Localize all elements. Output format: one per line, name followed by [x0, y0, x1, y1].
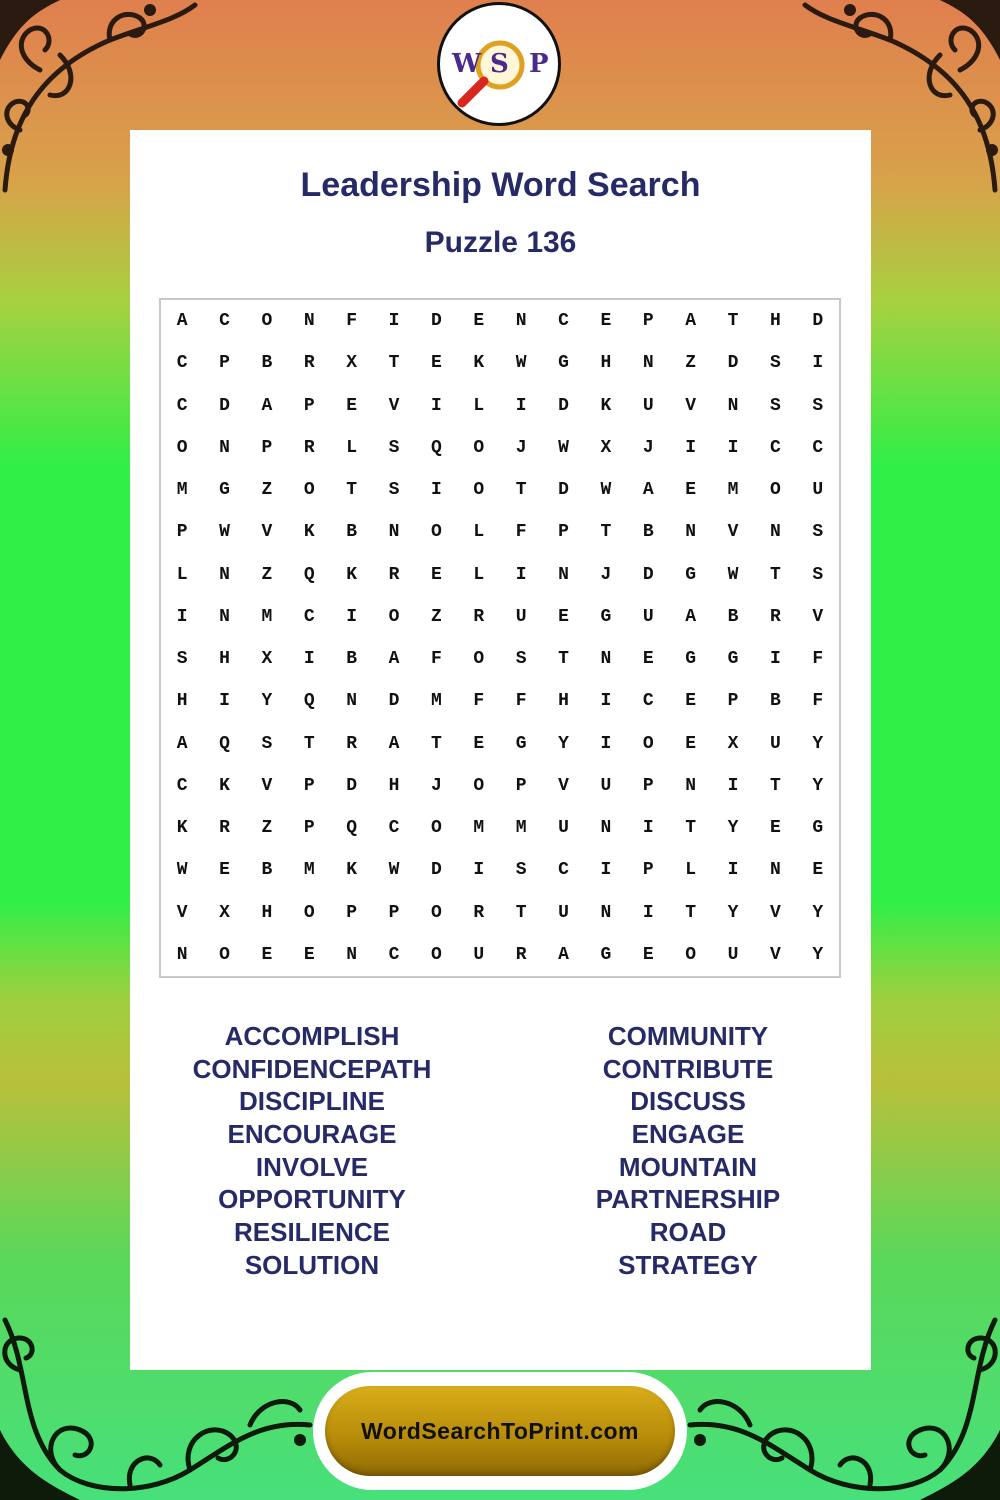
grid-cell[interactable]: V [388, 395, 400, 416]
grid-cell[interactable]: O [431, 902, 442, 923]
grid-cell[interactable]: T [515, 902, 527, 923]
grid-cell[interactable]: N [388, 522, 400, 543]
grid-cell[interactable]: F [812, 649, 824, 670]
word-list-item: ROAD [649, 1217, 727, 1248]
grid-cell[interactable]: C [219, 311, 230, 332]
grid-cell[interactable]: P [303, 775, 315, 796]
footer-pill [313, 1372, 687, 1490]
grid-cell[interactable]: S [515, 860, 527, 881]
grid-cell[interactable]: T [558, 649, 569, 670]
grid-cell[interactable]: E [431, 564, 442, 585]
grid-cell[interactable]: G [558, 353, 569, 374]
grid-cell[interactable]: V [727, 522, 739, 543]
grid-cell[interactable]: H [388, 775, 400, 796]
grid-cell[interactable]: P [261, 437, 273, 458]
grid-cell[interactable]: N [770, 860, 781, 881]
grid-cell[interactable]: D [558, 395, 569, 416]
grid-cell[interactable]: O [770, 480, 781, 501]
grid-cell[interactable]: E [261, 944, 273, 965]
grid-cell[interactable]: L [473, 564, 485, 585]
grid-cell[interactable]: V [261, 775, 273, 796]
grid-cell[interactable]: W [176, 860, 188, 881]
grid-cell[interactable]: S [770, 395, 781, 416]
grid-cell[interactable]: P [515, 775, 527, 796]
grid-cell[interactable]: C [176, 775, 188, 796]
grid-cell[interactable]: E [303, 944, 315, 965]
grid-cell[interactable]: F [812, 691, 824, 712]
grid-cell[interactable]: I [431, 480, 442, 501]
grid-cell[interactable]: X [261, 649, 273, 670]
grid-cell[interactable]: Q [303, 691, 315, 712]
grid-cell[interactable]: T [685, 902, 697, 923]
word-list-item: INVOLVE [255, 1151, 369, 1182]
grid-cell[interactable]: V [176, 902, 188, 923]
grid-cell[interactable]: U [727, 944, 739, 965]
grid-cell[interactable]: V [261, 522, 273, 543]
grid-cell[interactable]: C [176, 353, 188, 374]
grid-cell[interactable]: P [642, 860, 654, 881]
grid-cell[interactable]: I [388, 311, 400, 332]
grid-cell[interactable]: F [515, 522, 527, 543]
word-list-item: SOLUTION [244, 1249, 380, 1280]
grid-cell[interactable]: I [346, 606, 358, 627]
grid-cell[interactable]: A [685, 311, 697, 332]
grid-cell[interactable]: D [219, 395, 230, 416]
grid-cell[interactable]: E [685, 691, 697, 712]
grid-cell[interactable]: S [812, 564, 824, 585]
grid-cell[interactable]: T [515, 480, 527, 501]
grid-cell[interactable]: P [303, 395, 315, 416]
grid-cell[interactable]: B [261, 353, 273, 374]
grid-cell[interactable]: I [642, 902, 654, 923]
grid-cell[interactable]: P [303, 818, 315, 839]
word-list-item: DISCUSS [630, 1086, 746, 1117]
grid-cell[interactable]: Q [219, 733, 230, 754]
word-list-item: ENCOURAGE [227, 1119, 397, 1150]
grid-cell[interactable]: S [176, 649, 188, 670]
grid-cell[interactable]: S [770, 353, 781, 374]
grid-cell[interactable]: W [219, 522, 230, 543]
grid-cell[interactable]: P [642, 775, 654, 796]
grid-cell[interactable]: C [388, 818, 400, 839]
grid-cell[interactable]: O [303, 902, 315, 923]
grid-cell[interactable]: E [685, 733, 697, 754]
grid-cell[interactable]: I [600, 691, 612, 712]
grid-cell[interactable]: L [346, 437, 358, 458]
grid-cell[interactable]: O [431, 522, 442, 543]
grid-cell[interactable]: T [685, 818, 697, 839]
grid-cell[interactable]: Z [261, 480, 273, 501]
grid-cell[interactable]: V [770, 944, 781, 965]
puzzle-title: Leadership Word Search [300, 166, 701, 204]
grid-cell[interactable]: V [770, 902, 781, 923]
grid-cell[interactable]: X [346, 353, 358, 374]
grid-cell[interactable]: I [685, 437, 697, 458]
grid-cell[interactable]: G [219, 480, 230, 501]
grid-cell[interactable]: L [685, 860, 697, 881]
grid-cell[interactable]: N [346, 691, 358, 712]
grid-cell[interactable]: E [770, 818, 781, 839]
puzzle-card [130, 130, 871, 1370]
word-list-item: RESILIENCE [233, 1217, 391, 1248]
grid-cell[interactable]: B [346, 522, 358, 543]
grid-cell[interactable]: B [346, 649, 358, 670]
grid-cell[interactable]: O [473, 480, 485, 501]
grid-cell[interactable]: W [388, 860, 400, 881]
grid-cell[interactable]: U [558, 818, 569, 839]
word-list-item: CONTRIBUTE [602, 1053, 774, 1084]
grid-cell[interactable]: R [473, 902, 485, 923]
grid-cell[interactable]: C [558, 860, 569, 881]
grid-cell[interactable]: S [261, 733, 273, 754]
grid-cell[interactable]: X [600, 437, 612, 458]
grid-cell[interactable]: A [685, 606, 697, 627]
grid-cell[interactable]: U [642, 395, 654, 416]
grid-cell[interactable]: J [642, 437, 654, 458]
grid-cell[interactable]: O [219, 944, 230, 965]
grid-cell[interactable]: O [261, 311, 273, 332]
corner-ornament-bottom-left [0, 1310, 320, 1500]
grid-cell[interactable]: C [642, 691, 654, 712]
grid-cell[interactable]: L [473, 522, 485, 543]
grid-cell[interactable]: M [515, 818, 527, 839]
grid-cell[interactable]: I [515, 395, 527, 416]
grid-cell[interactable]: Y [727, 818, 739, 839]
grid-cell[interactable]: O [473, 649, 485, 670]
grid-cell[interactable]: A [388, 733, 400, 754]
grid-cell[interactable]: R [303, 437, 315, 458]
grid-cell[interactable]: R [770, 606, 781, 627]
grid-cell[interactable]: H [261, 902, 273, 923]
grid-cell[interactable]: N [303, 311, 315, 332]
grid-cell[interactable]: D [431, 311, 442, 332]
grid-cell[interactable]: P [642, 311, 654, 332]
grid-cell[interactable]: P [388, 902, 400, 923]
grid-cell[interactable]: A [558, 944, 569, 965]
grid-cell[interactable]: E [600, 311, 612, 332]
grid-cell[interactable]: Y [812, 775, 824, 796]
grid-cell[interactable]: T [770, 775, 781, 796]
grid-cell[interactable]: W [515, 353, 527, 374]
grid-cell[interactable]: O [431, 818, 442, 839]
grid-cell[interactable]: M [727, 480, 739, 501]
grid-cell[interactable]: Q [431, 437, 442, 458]
grid-cell[interactable]: K [303, 522, 315, 543]
grid-cell[interactable]: N [685, 775, 697, 796]
grid-cell[interactable]: Z [261, 564, 273, 585]
grid-cell[interactable]: D [431, 860, 442, 881]
grid-cell[interactable]: W [727, 564, 739, 585]
grid-cell[interactable]: O [431, 944, 442, 965]
grid-cell[interactable]: S [388, 480, 400, 501]
grid-cell[interactable]: A [261, 395, 273, 416]
grid-cell[interactable]: A [642, 480, 654, 501]
grid-cell[interactable]: D [812, 311, 824, 332]
grid-cell[interactable]: G [600, 606, 612, 627]
grid-cell[interactable]: Z [685, 353, 697, 374]
grid-cell[interactable]: I [176, 606, 188, 627]
grid-cell[interactable]: N [515, 311, 527, 332]
grid-cell[interactable]: G [727, 649, 739, 670]
grid-cell[interactable]: O [303, 480, 315, 501]
grid-cell[interactable]: R [388, 564, 400, 585]
grid-cell[interactable]: C [388, 944, 400, 965]
grid-cell[interactable]: Y [812, 944, 824, 965]
grid-cell[interactable]: E [558, 606, 569, 627]
grid-cell[interactable]: R [515, 944, 527, 965]
grid-cell[interactable]: R [303, 353, 315, 374]
word-list-item: DISCIPLINE [239, 1086, 385, 1117]
grid-cell[interactable]: J [515, 437, 527, 458]
grid-cell[interactable]: K [473, 353, 485, 374]
grid-cell[interactable]: M [176, 480, 188, 501]
grid-cell[interactable]: N [600, 818, 612, 839]
grid-cell[interactable]: F [473, 691, 485, 712]
grid-cell[interactable]: A [176, 733, 188, 754]
word-list-left [127, 1020, 497, 1282]
grid-cell[interactable]: O [685, 944, 697, 965]
grid-cell[interactable]: E [812, 860, 824, 881]
wsp-logo[interactable] [437, 2, 561, 126]
grid-cell[interactable]: N [219, 437, 230, 458]
grid-cell[interactable]: I [770, 649, 781, 670]
logo-letter-w: W [452, 49, 482, 79]
grid-cell[interactable]: C [812, 437, 824, 458]
grid-cell[interactable]: R [346, 733, 358, 754]
grid-cell[interactable]: T [431, 733, 442, 754]
grid-cell[interactable]: T [600, 522, 612, 543]
grid-cell[interactable]: Y [261, 691, 273, 712]
logo-letter-p: P [529, 49, 549, 79]
grid-cell[interactable]: B [770, 691, 781, 712]
grid-cell[interactable]: F [346, 311, 358, 332]
grid-cell[interactable]: D [642, 564, 654, 585]
grid-cell[interactable]: U [515, 606, 527, 627]
grid-cell[interactable]: N [600, 902, 612, 923]
grid-cell[interactable]: E [642, 649, 654, 670]
grid-cell[interactable]: K [346, 564, 358, 585]
grid-cell[interactable]: T [727, 311, 739, 332]
grid-cell[interactable]: Y [812, 902, 824, 923]
grid-cell[interactable]: U [473, 944, 485, 965]
grid-cell[interactable]: N [176, 944, 188, 965]
grid-cell[interactable]: J [431, 775, 442, 796]
site-link-button[interactable]: WordSearchToPrint.com [325, 1386, 675, 1476]
grid-cell[interactable]: I [727, 775, 739, 796]
grid-cell[interactable]: O [473, 437, 485, 458]
grid-cell[interactable]: G [515, 733, 527, 754]
grid-cell[interactable]: Y [812, 733, 824, 754]
grid-cell[interactable]: O [176, 437, 188, 458]
grid-cell[interactable]: I [727, 437, 739, 458]
grid-cell[interactable]: Z [261, 818, 273, 839]
word-list-item: ENGAGE [631, 1119, 745, 1150]
grid-cell[interactable]: A [388, 649, 400, 670]
grid-cell[interactable]: B [727, 606, 739, 627]
grid-cell[interactable]: I [515, 564, 527, 585]
grid-cell[interactable]: U [770, 733, 781, 754]
grid-cell[interactable]: O [642, 733, 654, 754]
grid-cell[interactable]: I [303, 649, 315, 670]
grid-cell[interactable]: I [219, 691, 230, 712]
grid-cell[interactable]: P [727, 691, 739, 712]
grid-cell[interactable]: E [473, 311, 485, 332]
grid-cell[interactable]: M [431, 691, 442, 712]
grid-cell[interactable]: C [176, 395, 188, 416]
grid-cell[interactable]: N [558, 564, 569, 585]
grid-cell[interactable]: H [558, 691, 569, 712]
grid-cell[interactable]: E [346, 395, 358, 416]
grid-cell[interactable]: O [473, 775, 485, 796]
grid-cell[interactable]: J [600, 564, 612, 585]
grid-cell[interactable]: G [812, 818, 824, 839]
grid-cell[interactable]: F [515, 691, 527, 712]
grid-cell[interactable]: I [431, 395, 442, 416]
grid-cell[interactable]: E [431, 353, 442, 374]
grid-cell[interactable]: B [642, 522, 654, 543]
word-list-item: CONFIDENCEPATH [192, 1053, 432, 1084]
grid-cell[interactable]: Q [303, 564, 315, 585]
grid-cell[interactable]: U [558, 902, 569, 923]
grid-cell[interactable]: W [558, 437, 569, 458]
grid-cell[interactable]: E [642, 944, 654, 965]
grid-cell[interactable]: I [642, 818, 654, 839]
grid-cell[interactable]: T [388, 353, 400, 374]
grid-cell[interactable]: U [600, 775, 612, 796]
grid-cell[interactable]: R [473, 606, 485, 627]
grid-cell[interactable]: Y [727, 902, 739, 923]
grid-cell[interactable]: C [303, 606, 315, 627]
grid-cell[interactable]: G [600, 944, 612, 965]
grid-cell[interactable]: Y [558, 733, 569, 754]
word-list-item: COMMUNITY [607, 1021, 769, 1051]
grid-cell[interactable]: E [219, 860, 230, 881]
corner-ornament-bottom-right [680, 1310, 1000, 1500]
grid-cell[interactable]: V [685, 395, 697, 416]
grid-cell[interactable]: N [642, 353, 654, 374]
grid-cell[interactable]: K [219, 775, 230, 796]
grid-cell[interactable]: T [346, 480, 358, 501]
grid-cell[interactable]: I [812, 353, 824, 374]
grid-cell[interactable]: D [727, 353, 739, 374]
puzzle-number: Puzzle 136 [424, 226, 577, 259]
word-list-right [503, 1020, 873, 1282]
grid-cell[interactable]: U [642, 606, 654, 627]
grid-cell[interactable]: T [303, 733, 315, 754]
grid-cell[interactable]: D [388, 691, 400, 712]
grid-cell[interactable]: F [431, 649, 442, 670]
grid-cell[interactable]: Q [346, 818, 358, 839]
word-list-item: STRATEGY [618, 1249, 758, 1280]
grid-cell[interactable]: S [388, 437, 400, 458]
grid-cell[interactable]: E [685, 480, 697, 501]
word-list-item: PARTNERSHIP [595, 1184, 781, 1215]
grid-cell[interactable]: I [727, 860, 739, 881]
grid-cell[interactable]: D [346, 775, 358, 796]
grid-cell[interactable]: X [727, 733, 739, 754]
logo-letter-s: S [490, 49, 509, 79]
grid-cell[interactable]: S [812, 522, 824, 543]
grid-cell[interactable]: M [473, 818, 485, 839]
grid-cell[interactable]: H [600, 353, 612, 374]
grid-cell[interactable]: N [346, 944, 358, 965]
letter-grid [159, 298, 841, 978]
grid-cell[interactable]: G [685, 564, 697, 585]
grid-cell[interactable]: N [600, 649, 612, 670]
grid-cell[interactable]: L [473, 395, 485, 416]
grid-cell[interactable]: S [515, 649, 527, 670]
grid-cell[interactable]: O [388, 606, 400, 627]
grid-cell[interactable]: M [303, 860, 315, 881]
grid-cell[interactable]: P [558, 522, 569, 543]
grid-cell[interactable]: G [685, 649, 697, 670]
grid-cell[interactable]: S [812, 395, 824, 416]
grid-cell[interactable]: P [219, 353, 230, 374]
grid-cell[interactable]: U [812, 480, 824, 501]
grid-cell[interactable]: R [219, 818, 230, 839]
grid-cell[interactable]: P [176, 522, 188, 543]
grid-cell[interactable]: B [261, 860, 273, 881]
word-list-item: MOUNTAIN [618, 1151, 758, 1182]
grid-cell[interactable]: N [219, 564, 230, 585]
grid-cell[interactable]: A [176, 311, 188, 332]
grid-cell[interactable]: I [600, 860, 612, 881]
grid-cell[interactable]: X [219, 902, 230, 923]
grid-cell[interactable]: N [685, 522, 697, 543]
word-list-item: OPPORTUNITY [218, 1184, 406, 1215]
grid-cell[interactable]: I [600, 733, 612, 754]
grid-cell[interactable]: N [770, 522, 781, 543]
grid-cell[interactable]: C [558, 311, 569, 332]
grid-cell[interactable]: K [176, 818, 188, 839]
word-list-item: ACCOMPLISH [224, 1021, 400, 1051]
grid-cell[interactable]: I [473, 860, 485, 881]
grid-cell[interactable]: P [346, 902, 358, 923]
grid-cell[interactable]: C [770, 437, 781, 458]
grid-cell[interactable]: Z [431, 606, 442, 627]
grid-cell[interactable]: E [473, 733, 485, 754]
grid-cell[interactable]: T [770, 564, 781, 585]
grid-cell[interactable]: H [176, 691, 188, 712]
grid-cell[interactable]: D [558, 480, 569, 501]
grid-cell[interactable]: K [600, 395, 612, 416]
grid-cell[interactable]: V [812, 606, 824, 627]
grid-cell[interactable]: L [176, 564, 188, 585]
grid-cell[interactable]: N [727, 395, 739, 416]
grid-cell[interactable]: M [261, 606, 273, 627]
grid-cell[interactable]: K [346, 860, 358, 881]
grid-cell[interactable]: H [770, 311, 781, 332]
grid-cell[interactable]: N [219, 606, 230, 627]
grid-cell[interactable]: V [558, 775, 569, 796]
grid-cell[interactable]: H [219, 649, 230, 670]
grid-cell[interactable]: W [600, 480, 612, 501]
